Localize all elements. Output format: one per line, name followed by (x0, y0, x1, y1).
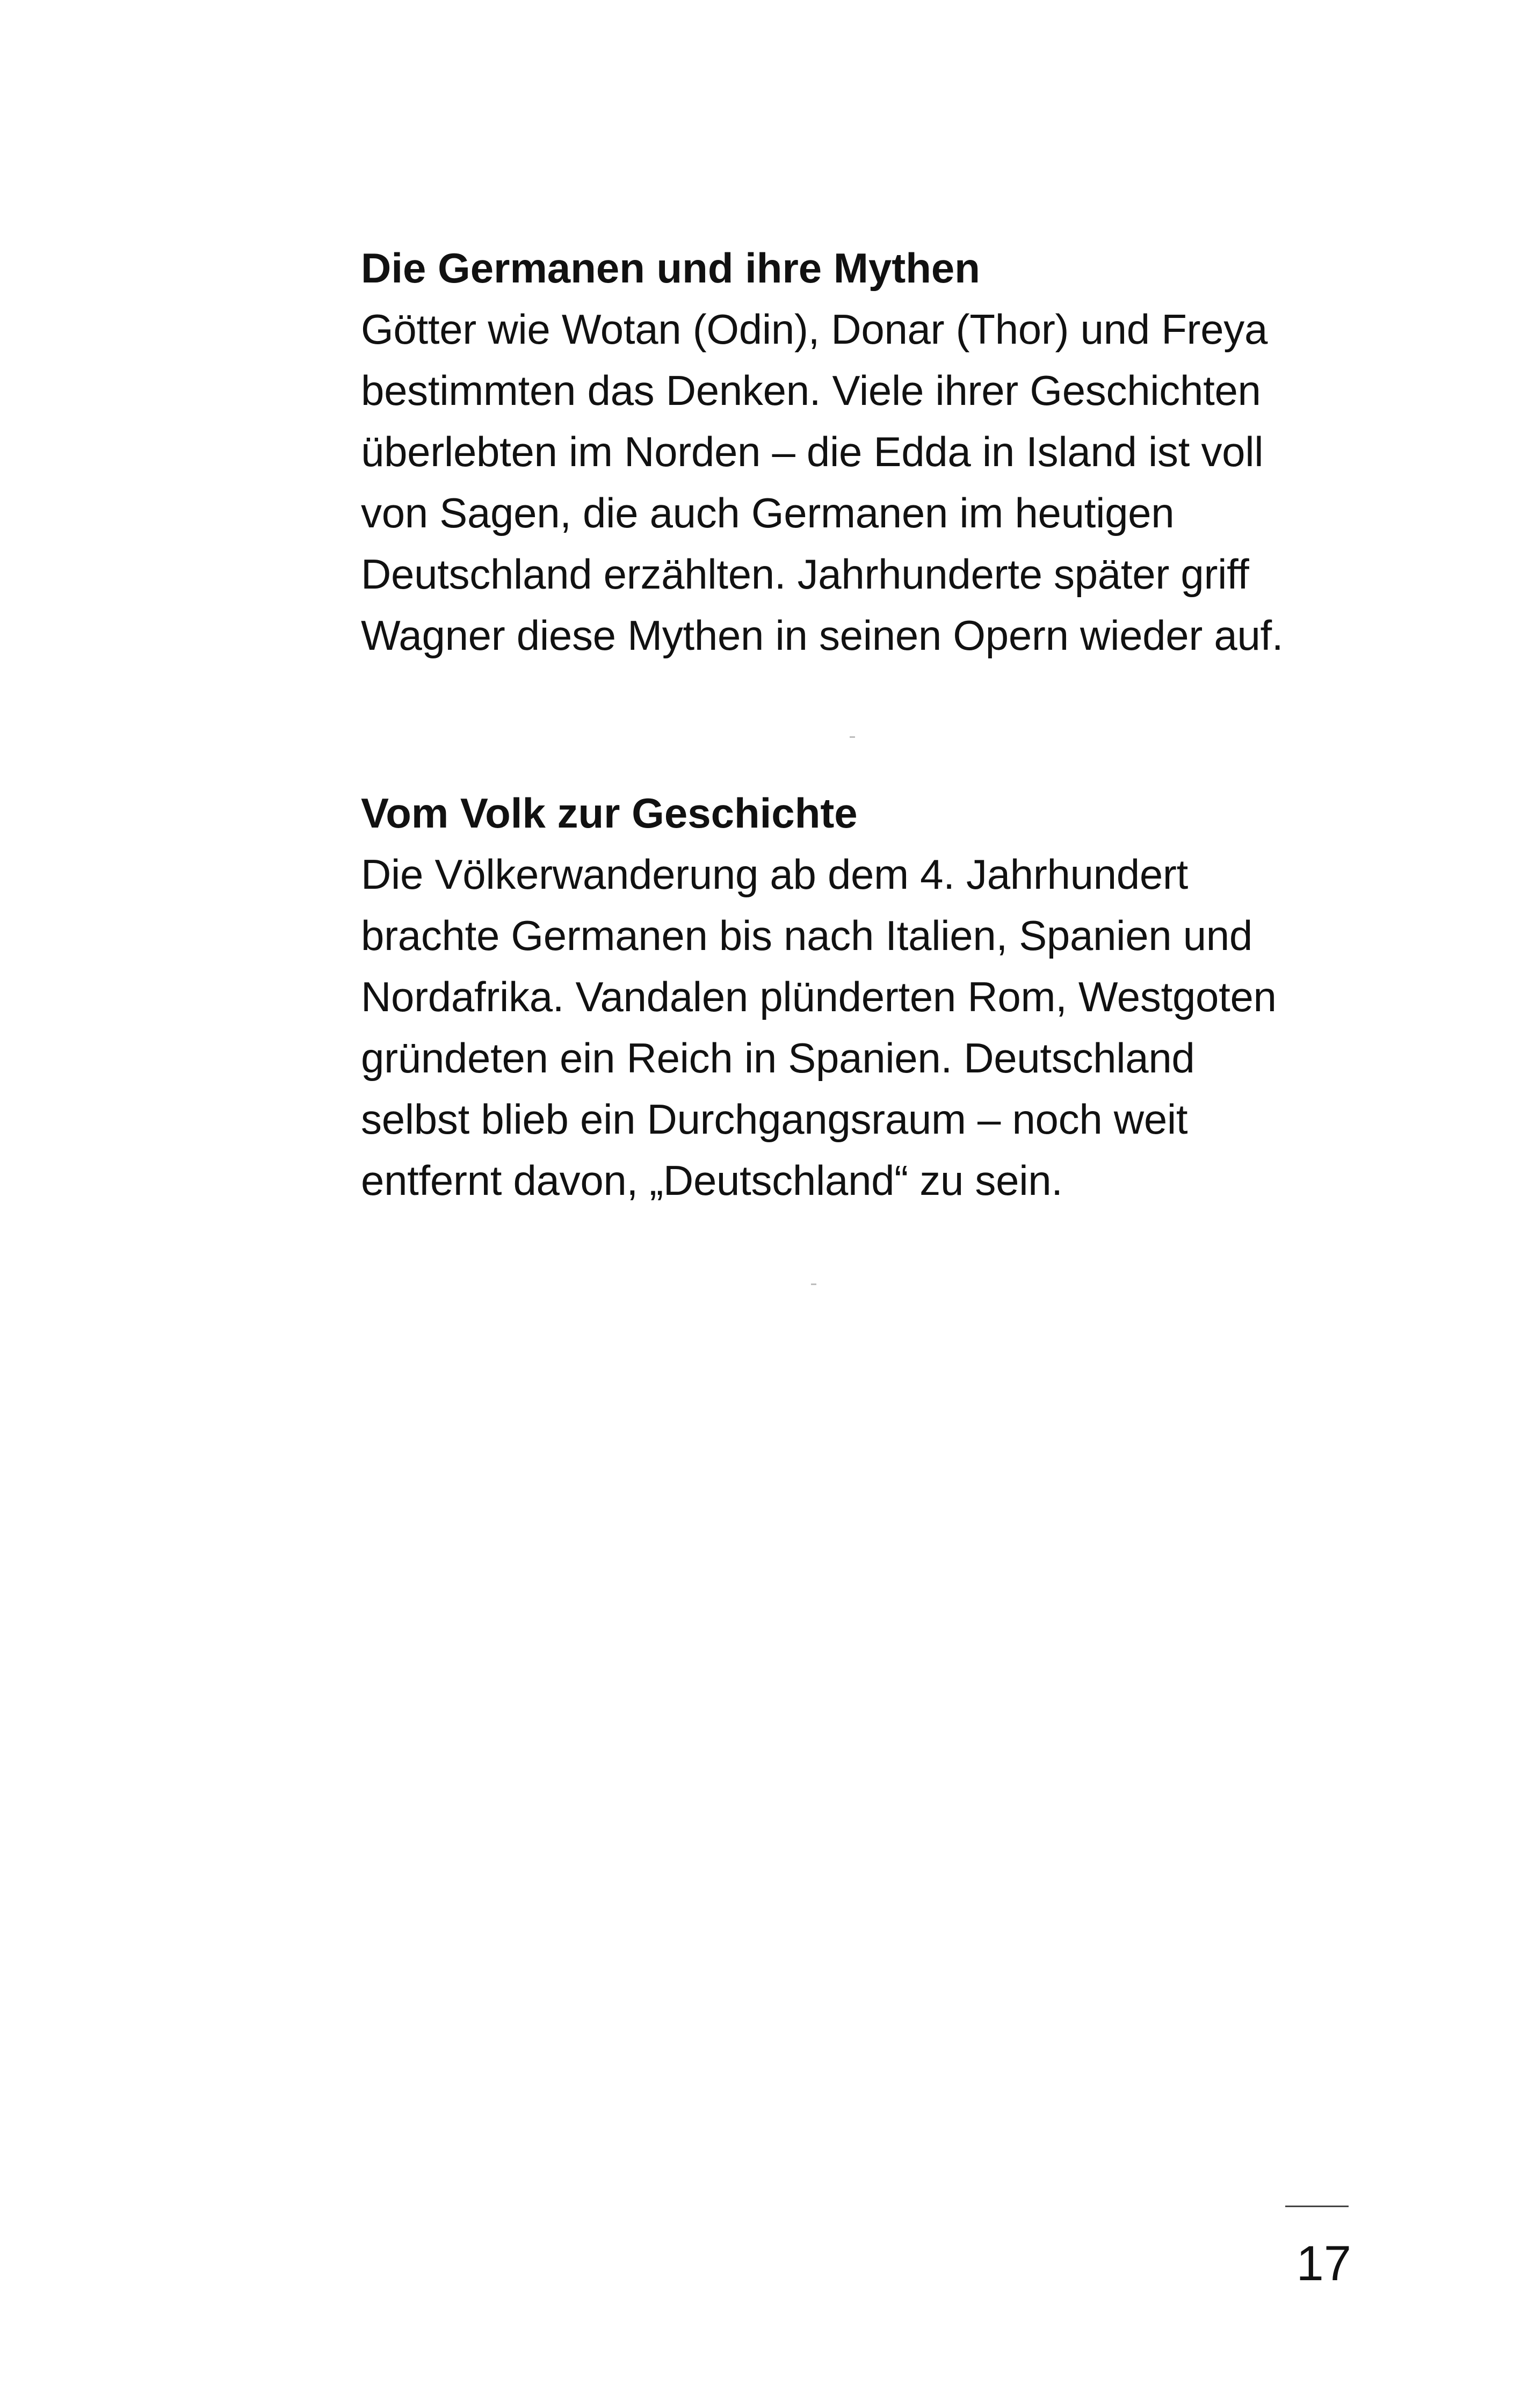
body-line: von Sagen, die auch Germanen im heutigen (361, 489, 1175, 536)
body-line: Deutschland erzählten. Jahrhunderte später griff (361, 550, 1249, 598)
body-line: Die Völkerwanderung ab dem 4. Jahrhundert (361, 851, 1188, 898)
section-divider-mark (850, 736, 855, 738)
body-line: Wagner diese Mythen in seinen Opern wieder auf. (361, 612, 1284, 659)
body-line: überlebten im Norden – die Edda in Island ist voll (361, 428, 1264, 475)
section-divider-mark (811, 1283, 816, 1285)
body-line: gründeten ein Reich in Spanien. Deutschland (361, 1034, 1195, 1082)
section-heading: Die Germanen und ihre Mythen (361, 244, 980, 292)
body-line: Nordafrika. Vandalen plünderten Rom, Westgoten (361, 973, 1277, 1020)
body-line: entfernt davon, „Deutschland“ zu sein. (361, 1157, 1063, 1204)
body-line: brachte Germanen bis nach Italien, Spanien und (361, 912, 1252, 959)
footer-rule (1285, 2206, 1349, 2207)
body-line: selbst blieb ein Durchgangsraum – noch weit (361, 1096, 1188, 1143)
body-line: Götter wie Wotan (Odin), Donar (Thor) und Freya (361, 306, 1268, 353)
body-line: bestimmten das Denken. Viele ihrer Geschichten (361, 367, 1261, 414)
section-germanen-mythen (361, 237, 1381, 666)
section-heading: Vom Volk zur Geschichte (361, 789, 858, 837)
page-number: 17 (1296, 2236, 1351, 2291)
section-volk-geschichte (361, 782, 1381, 1211)
